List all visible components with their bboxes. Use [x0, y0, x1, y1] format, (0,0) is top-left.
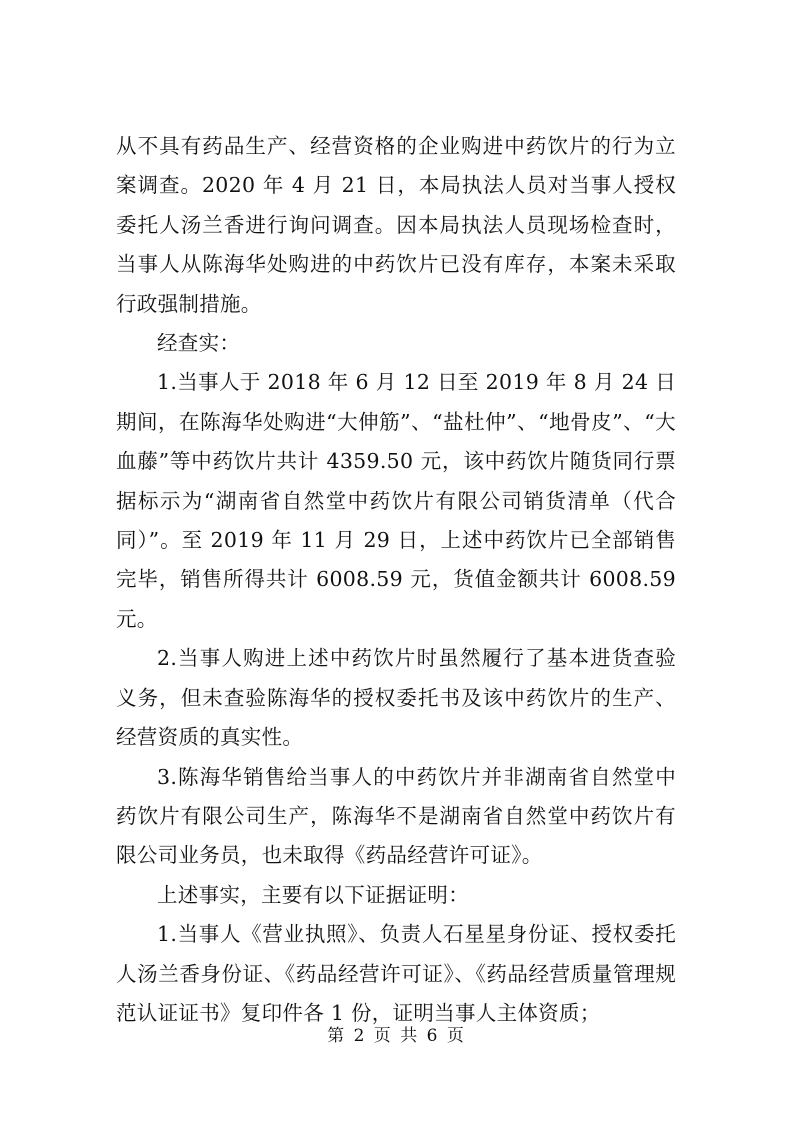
paragraph-findings-heading: 经查实： — [157, 331, 241, 356]
document-body — [116, 127, 676, 1033]
paragraph-finding-3: 3.陈海华销售给当事人的中药饮片并非湖南省自然堂中药饮片有限公司生产，陈海华不是湖南省自然堂中药饮片有限公司业务员，也未取得《药品经营许可证》。 — [116, 764, 676, 868]
paragraph-evidence-1: 1.当事人《营业执照》、负责人石星星身份证、授权委托人汤兰香身份证、《药品经营许可证》、《药品经营质量管理规范认证证书》复印件各 1 份，证明当事人主体资质； — [116, 922, 676, 1025]
paragraph-finding-1: 1.当事人于 2018 年 6 月 12 日至 2019 年 8 月 24 日期间，在陈海华处购进“大伸筋”、“盐杜仲”、“地骨皮”、“大血藤”等中药饮片共计 4359.50 元，该中药饮片随货同行票据标示为“湖南省自然堂中药饮片有限公司销货清单（代合同）”。至 2019 年 11 月 29 日，上述中药饮片已全部销售完毕，销售所得共计 6008.59 元，货值金额共计 6008.59 元。 — [116, 370, 676, 631]
paragraph-finding-2: 2.当事人购进上述中药饮片时虽然履行了基本进货查验义务，但未查验陈海华的授权委托书及该中药饮片的生产、经营资质的真实性。 — [116, 646, 676, 750]
paragraph-case-filing: 从不具有药品生产、经营资格的企业购进中药饮片的行为立案调查。2020 年 4 月 21 日，本局执法人员对当事人授权委托人汤兰香进行询问调查。因本局执法人员现场检查时，当事人从陈海华处购进的中药饮片已没有库存，本案未采取行政强制措施。 — [116, 134, 676, 316]
paragraph-evidence-heading: 上述事实，主要有以下证据证明： — [157, 882, 469, 907]
page-number-footer: 第 2 页 共 6 页 — [327, 1026, 466, 1046]
